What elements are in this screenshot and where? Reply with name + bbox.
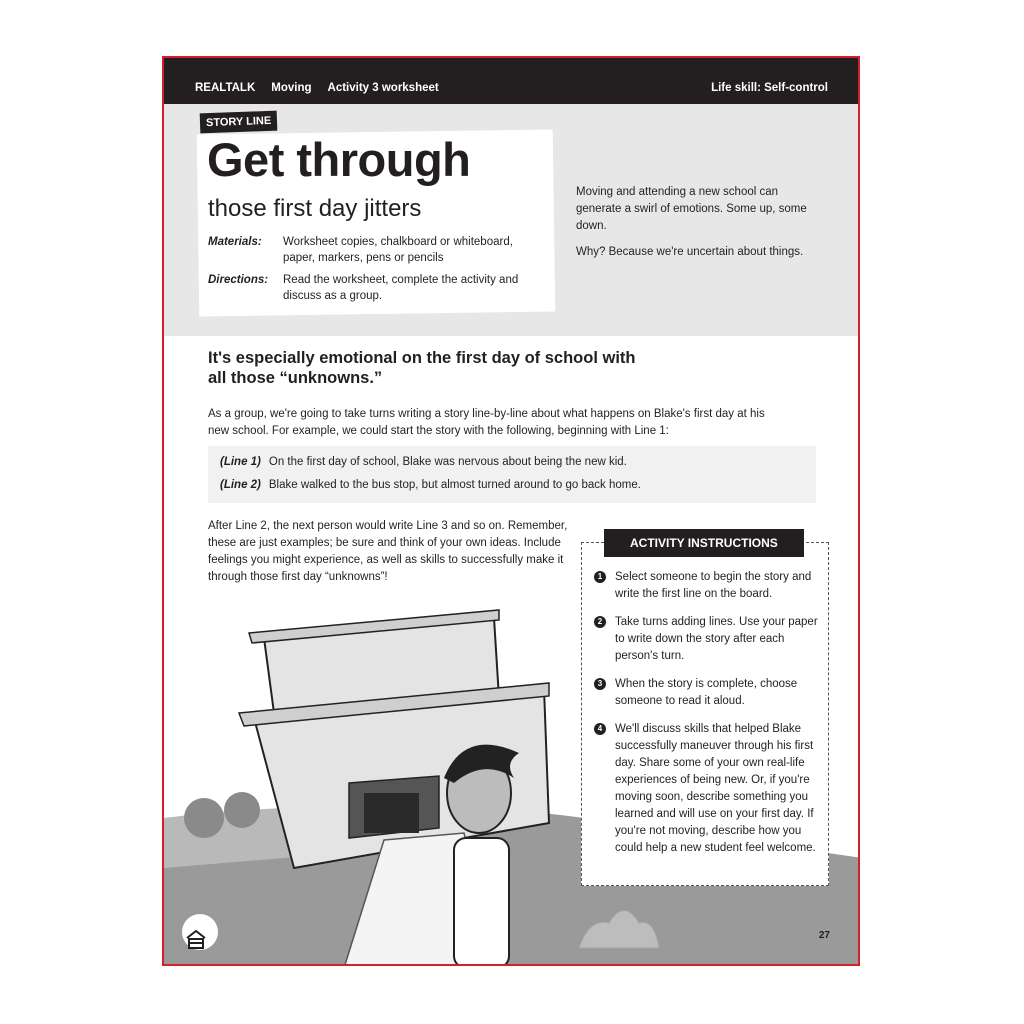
activity-step — [594, 721, 820, 857]
home-icon — [185, 928, 207, 950]
meta-block — [208, 234, 538, 310]
step-number-icon: 4 — [594, 723, 606, 735]
line-text: Blake walked to the bus stop, but almost turned around to go back home. — [268, 479, 641, 491]
page-number: 27 — [818, 930, 830, 941]
activity-step — [594, 569, 820, 603]
example-line — [220, 456, 627, 468]
step-text: Select someone to begin the story and write the first line on the board. — [615, 571, 812, 600]
activity-step — [594, 614, 820, 665]
line-label: (Line 2) — [220, 479, 261, 491]
intro-paragraph: Why? Because we're uncertain about things. — [576, 246, 804, 258]
step-number-icon: 1 — [594, 571, 606, 583]
home-button[interactable] — [182, 914, 218, 950]
page-title: Get through — [207, 133, 471, 186]
page-subtitle: those first day jitters — [208, 195, 422, 222]
tree — [224, 792, 260, 828]
activity-steps — [594, 569, 820, 868]
school-building — [239, 610, 549, 868]
body-paragraph: As a group, we're going to take turns writing a story line-by-line about what happens on Blake's first day at his new school. For example, we could start the story with the following, beginning with Line 1: — [208, 408, 765, 437]
life-skill-label: Life skill: Self-control — [711, 82, 828, 94]
topic-label: Moving — [271, 82, 312, 94]
body-paragraph-2: After Line 2, the next person would write Line 3 and so on. Remember, these are just examples; be sure and think of your own ideas. Include feelings you might experience, as well as skills to successfully make it through those first day “unknowns”! — [208, 520, 568, 583]
step-number-icon: 3 — [594, 678, 606, 690]
story-line-tag: STORY LINE — [200, 111, 278, 134]
activity-step — [594, 676, 820, 710]
example-lines — [208, 446, 816, 503]
example-line — [220, 479, 641, 491]
step-number-icon: 2 — [594, 616, 606, 628]
activity-instructions-box — [581, 536, 829, 886]
activity-label: Activity 3 worksheet — [327, 82, 439, 94]
materials-text: Worksheet copies, chalkboard or whiteboard, paper, markers, pens or pencils — [283, 236, 513, 264]
worksheet-page — [162, 56, 860, 966]
directions-label: Directions: — [208, 274, 269, 286]
line-text: On the first day of school, Blake was nervous about being the new kid. — [268, 456, 627, 468]
intro-text — [576, 184, 826, 270]
brand-label: REALTALK — [195, 82, 256, 94]
activity-title: ACTIVITY INSTRUCTIONS — [604, 529, 804, 557]
directions-text: Read the worksheet, complete the activity and discuss as a group. — [283, 274, 519, 302]
step-text: We'll discuss skills that helped Blake successfully maneuver through his first day. Share some of your own real-life experiences of being new. Or, if you're moving soon, describe something you learned and will use on your first day. If you're not moving, describe how you could help a new student feel welcome. — [615, 723, 816, 854]
header-bar — [164, 58, 858, 104]
line-label: (Line 1) — [220, 456, 261, 468]
tree — [184, 798, 224, 838]
section-heading: It's especially emotional on the first day of school with all those “unknowns.” — [208, 349, 636, 387]
step-text: When the story is complete, choose someone to read it aloud. — [615, 678, 798, 707]
step-text: Take turns adding lines. Use your paper to write down the story after each person's turn. — [615, 616, 818, 662]
boy-character — [444, 745, 519, 966]
materials-label: Materials: — [208, 236, 262, 248]
intro-paragraph: Moving and attending a new school can generate a swirl of emotions. Some up, some down. — [576, 186, 807, 232]
